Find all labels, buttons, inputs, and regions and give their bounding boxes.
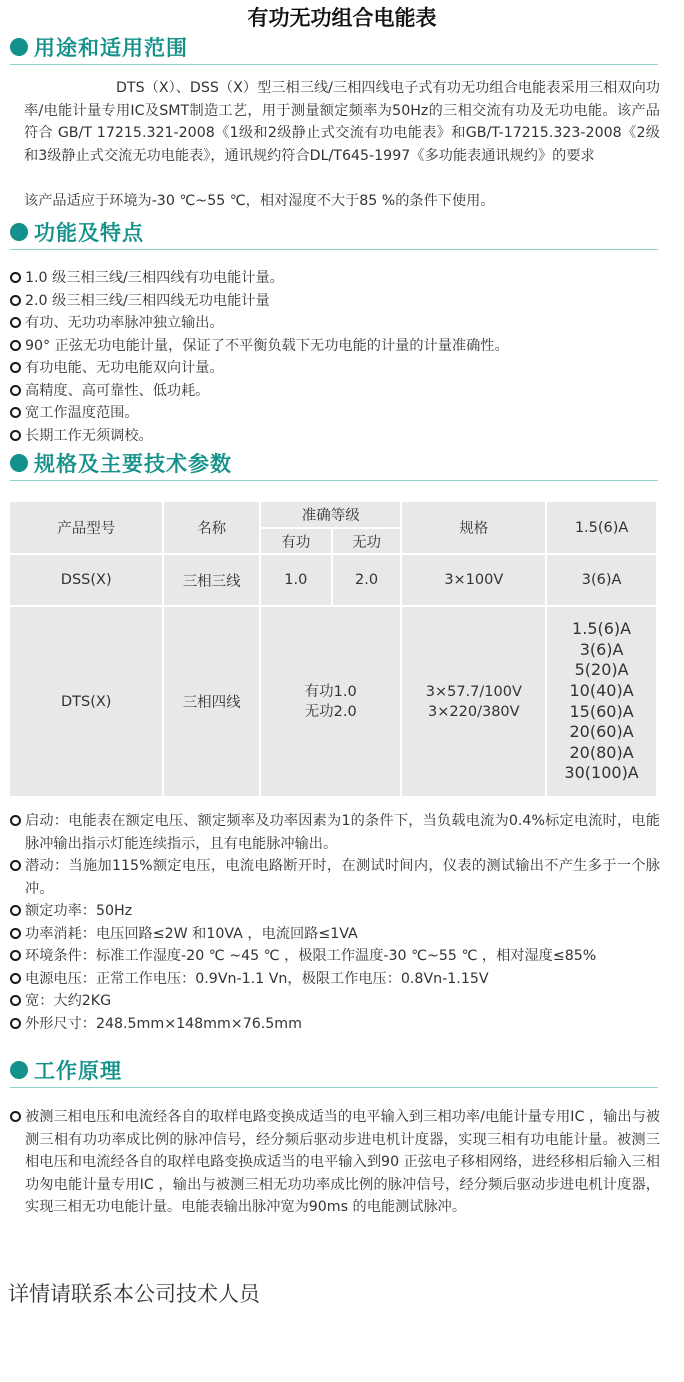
bullet-icon [10,295,21,306]
cell-currents [546,606,657,797]
cell-accuracy-line: 有功1.0 [304,683,357,700]
list-item: 启动：电能表在额定电压、额定频率及功率因素为1的条件下，当负载电流为0.4%标定电流时，电能脉冲输出指示灯能连续指示，且有电能脉冲输出。 [10,810,660,855]
list-item: 宽工作温度范围。 [10,402,660,425]
section-divider [10,1087,658,1088]
cell-name: 三相四线 [163,606,260,797]
bullet-icon [10,317,21,328]
cell-active: 1.0 [260,554,332,606]
list-item: 功率消耗：电压回路≤2W 和10VA ，电流回路≤1VA [10,923,660,946]
usage-paragraph: 该产品适应于环境为-30 ℃~55 ℃，相对湿度不大于85 %的条件下使用。 [24,193,495,209]
principle-list [10,1106,660,1219]
section-title: 工作原理 [34,1059,122,1083]
bullet-icon [10,407,21,418]
cell-model: DTS(X) [9,606,163,797]
section-title: 用途和适用范围 [34,36,188,60]
footer-contact: 详情请联系本公司技术人员 [8,1282,260,1306]
page-title: 有功无功组合电能表 [247,5,437,30]
cell-model: DSS(X) [9,554,163,606]
current-value: 20(60)A [569,722,634,742]
bullet-icon [10,1018,21,1029]
section-specs-header [10,449,658,481]
list-item: 宽：大约2KG [10,990,660,1013]
bullet-icon [10,340,21,351]
bullet-icon [10,905,21,916]
section-bullet-icon [10,38,28,56]
section-principle-header [10,1056,658,1088]
bullet-icon [10,995,21,1006]
params-list [10,810,660,1035]
current-value: 3(6)A [579,639,624,659]
table-row [9,554,657,606]
bullet-icon [10,430,21,441]
section-title: 规格及主要技术参数 [34,452,232,476]
section-bullet-icon [10,1061,28,1079]
cell-name: 三相三线 [163,554,260,606]
list-item: 有功电能、无功电能双向计量。 [10,357,660,380]
section-bullet-icon [10,223,28,241]
bullet-icon [10,973,21,984]
section-features-header [10,218,658,250]
bullet-icon [10,815,21,826]
header-reactive: 无功 [332,528,402,554]
current-value: 5(20)A [574,660,629,680]
cell-spec [401,606,546,797]
cell-accuracy-line: 无功2.0 [304,703,357,720]
section-divider [10,480,658,481]
cell-spec-line: 3×220/380V [428,703,520,720]
section-bullet-icon [10,454,28,472]
list-item: 环境条件：标准工作湿度-20 ℃ ~45 ℃ ，极限工作温度-30 ℃~55 ℃ ，相对湿度≤85% [10,945,660,968]
list-item: 长期工作无须调校。 [10,425,660,448]
list-item: 高精度、高可靠性、低功耗。 [10,380,660,403]
header-spec: 规格 [401,501,546,554]
bullet-icon [10,950,21,961]
list-item: 2.0 级三相三线/三相四线无功电能计量 [10,290,660,313]
spec-table [8,500,658,798]
header-name: 名称 [163,501,260,554]
bullet-icon [10,860,21,871]
list-item: 电源电压：正常工作电压：0.9Vn-1.1 Vn，极限工作电压：0.8Vn-1.15V [10,968,660,991]
bullet-icon [10,272,21,283]
bullet-icon [10,385,21,396]
current-value: 20(80)A [569,742,634,762]
current-value: 1.5(6)A [572,619,632,639]
cell-spec-line: 3×57.7/100V [425,683,522,700]
section-divider [10,249,658,250]
bullet-icon [10,362,21,373]
section-divider [10,64,658,65]
current-value: 10(40)A [569,680,634,700]
cell-spec: 3×100V [401,554,546,606]
cell-reactive: 2.0 [332,554,402,606]
header-model: 产品型号 [9,501,163,554]
bullet-icon [10,928,21,939]
cell-current: 3(6)A [546,554,657,606]
features-list [10,267,660,447]
list-item: 被测三相电压和电流经各自的取样电路变换成适当的电平输入到三相功率/电能计量专用IC ，输出与被测三相有功功率成比例的脉冲信号，经分频后驱动步进电机计度器，实现三相有功电能计量。被测三相电压和电流经各自的取样电路变换成适当的电平输入到90 正弦电子移相网络，进经移相后输入三相功匆电能计量专用IC ，输出与被测三相无功功率成比例的脉冲信号，经分频后驱动步进电机计度器，实现三相无功电能计量。电能表输出脉冲宽为90ms 的电能测试脉冲。 [10,1106,660,1219]
list-item: 外形尺寸：248.5mm×148mm×76.5mm [10,1013,660,1036]
header-current: 1.5(6)A [546,501,657,554]
current-value: 15(60)A [569,701,634,721]
table-row [9,606,657,797]
bullet-icon [10,1111,21,1122]
list-item: 1.0 级三相三线/三相四线有功电能计量。 [10,267,660,290]
list-item: 有功、无功功率脉冲独立输出。 [10,312,660,335]
cell-accuracy [260,606,401,797]
header-active: 有功 [260,528,332,554]
section-usage-header [10,33,658,65]
list-item: 潜动：当施加115%额定电压，电流电路断开时，在测试时间内，仪表的测试输出不产生多于一个脉冲。 [10,855,660,900]
header-accuracy: 准确等级 [260,501,401,528]
list-item: 额定功率：50Hz [10,900,660,923]
current-value: 30(100)A [564,763,639,783]
usage-paragraph: DTS（X）、DSS（X）型三相三线/三相四线电子式有功无功组合电能表采用三相双向功率/电能计量专用IC及SMT制造工艺，用于测量额定频率为50Hz的三相交流有功及无功电能。该产品符合 GB/T 17215.321-2008《1级和2级静止式交流有功电能表》和GB/T-17215.323-2008《2级和3级静止式交流无功电能表》，通讯规约符合DL/T645-1997《多功能表通讯规约》的要求 [24,80,660,164]
list-item: 90° 正弦无功电能计量，保证了不平衡负载下无功电能的计量的计量准确性。 [10,335,660,358]
section-title: 功能及特点 [34,221,144,245]
